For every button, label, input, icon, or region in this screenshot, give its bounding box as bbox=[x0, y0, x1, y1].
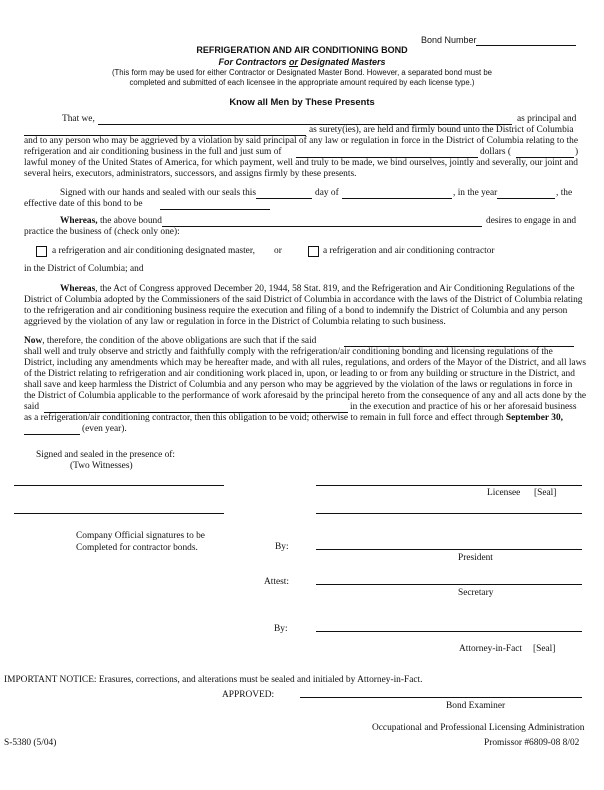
designated-master-checkbox[interactable] bbox=[36, 246, 47, 257]
said-label: said bbox=[24, 402, 40, 412]
bond-text-line: District, including any amendments which may be hereafter made, and with all rules, regulations, and orders of the Mayor of the District, and all laws bbox=[24, 358, 587, 368]
form-number: S-5380 (5/04) bbox=[4, 738, 57, 748]
licensee-signature-line[interactable] bbox=[316, 485, 582, 486]
bond-text-line: lawful money of the United States of America, for which payment, well and truly to be made, we bind ourselves, jointly and severally, our joint and bbox=[24, 158, 578, 168]
now-therefore-line: Now, therefore, the condition of the above obligations are such that if the said bbox=[24, 336, 317, 346]
sum-label: refrigeration and air conditioning business in the full and just sum of bbox=[24, 147, 282, 157]
day-field[interactable] bbox=[256, 198, 312, 199]
seal-label: [Seal] bbox=[533, 644, 556, 654]
by-label: By: bbox=[275, 542, 289, 552]
whereas-act-line: Whereas, the Act of Congress approved December 20, 1944, 58 Stat. 819, and the Refrigeration and Air Conditioning Regulations of the bbox=[60, 284, 575, 294]
that-we-label: That we, bbox=[62, 114, 95, 124]
secretary-signature-line[interactable] bbox=[316, 584, 582, 585]
or-label: or bbox=[274, 246, 282, 256]
practice-label: practice the business of (check only one): bbox=[24, 227, 180, 237]
licensee-second-line[interactable] bbox=[316, 513, 582, 514]
attorney-signature-line[interactable] bbox=[316, 631, 582, 632]
even-year-field[interactable] bbox=[24, 434, 80, 435]
as-principal-label: as principal and bbox=[517, 114, 577, 124]
licensee-label: Licensee bbox=[487, 488, 521, 498]
effective-date-label: effective date of this bond to be bbox=[24, 199, 143, 209]
contractor-option-label: a refrigeration and air conditioning contractor bbox=[323, 246, 495, 256]
through-date-line: as a refrigeration/air conditioning contractor, then this obligation to be void; otherwise to remain in full force and effect through September 30, bbox=[24, 413, 563, 423]
approval-signature-line[interactable] bbox=[300, 697, 582, 698]
form-subtitle: For Contractors or Designated Masters bbox=[218, 57, 386, 67]
bond-text-line: several heirs, executors, administrators, successors, and assigns firmly by these presents. bbox=[24, 169, 357, 179]
witness-2-signature-line[interactable] bbox=[14, 513, 224, 514]
day-of-label: day of bbox=[315, 188, 339, 198]
whereas-above-bound: Whereas, the above bound bbox=[60, 216, 162, 226]
effective-date-field[interactable] bbox=[160, 209, 270, 210]
attorney-in-fact-label: Attorney-in-Fact bbox=[459, 644, 523, 654]
month-field[interactable] bbox=[342, 198, 452, 199]
desires-label: desires to engage in and bbox=[486, 216, 577, 226]
bond-text-line: and to any person who may be aggrieved by a violation by said principal of any law or regulation in force in the District of Columbia relating to the bbox=[24, 136, 579, 146]
seal-label: [Seal] bbox=[534, 488, 557, 498]
bond-text-line: of the District relating to refrigeration and air conditioning work placed in, upon, or leading to or from any building or structure in the District, and bbox=[24, 369, 575, 379]
agency-name: Occupational and Professional Licensing Administration bbox=[372, 723, 585, 733]
designated-master-option-label: a refrigeration and air conditioning designated master, bbox=[52, 246, 255, 256]
in-the-year-label: , in the year bbox=[453, 188, 498, 198]
secretary-label: Secretary bbox=[458, 588, 494, 598]
witness-subheading: (Two Witnesses) bbox=[70, 461, 133, 471]
bond-number-label: Bond Number bbox=[421, 35, 477, 45]
year-field[interactable] bbox=[497, 198, 555, 199]
bond-text-line: shall well and truly observe and strictly and faithfully comply with the refrigeration/air conditioning bonding and licensing regulations of the bbox=[24, 347, 553, 357]
form-title: REFRIGERATION AND AIR CONDITIONING BOND bbox=[196, 45, 408, 55]
dollars-label: dollars ( bbox=[480, 147, 511, 157]
signed-with-label: Signed with our hands and sealed with our seals this bbox=[60, 188, 257, 198]
even-year-label: (even year). bbox=[82, 424, 127, 434]
promissor-number: Promissor #6809-08 8/02 bbox=[484, 738, 580, 748]
bond-text-line: aggrieved by the violation of any law or regulation in force in the District of Columbia relating to such business. bbox=[24, 317, 446, 327]
witness-1-signature-line[interactable] bbox=[14, 485, 224, 486]
bound-party-field[interactable] bbox=[162, 226, 482, 227]
attest-label: Attest: bbox=[264, 577, 289, 587]
bond-text-line: to the refrigeration and air conditioning business require the execution and filing of a bond to indemnify the District of Columbia and any person bbox=[24, 306, 568, 316]
by-label: By: bbox=[274, 624, 288, 634]
contractor-checkbox[interactable] bbox=[308, 246, 319, 257]
witness-heading: Signed and sealed in the presence of: bbox=[36, 450, 176, 460]
bond-text-line: shall save and keep harmless the District of Columbia and any person who may be aggrieved by the violation of the laws or regulations in force in bbox=[24, 380, 573, 390]
surety-text: as surety(ies), are held and firmly bound unto the District of Columbia bbox=[309, 125, 574, 135]
in-district-label: in the District of Columbia; and bbox=[24, 264, 144, 274]
president-signature-line[interactable] bbox=[316, 549, 582, 550]
the-label: , the bbox=[556, 188, 573, 198]
bond-text-line: the District of Columbia applicable to the performance of work aforesaid by the principal hereto from the consequence of any and all acts done by the bbox=[24, 391, 587, 401]
bond-text-line: District of Columbia adopted by the Commissioners of the said District of Columbia in accordance with the laws of the District of Columbia relating bbox=[24, 295, 583, 305]
important-notice: IMPORTANT NOTICE: Erasures, corrections, and alterations must be sealed and initialed by Attorney-in-Fact. bbox=[4, 675, 423, 685]
president-label: President bbox=[458, 553, 493, 563]
know-all-heading: Know all Men by These Presents bbox=[229, 96, 375, 107]
company-signature-note: Company Official signatures to be Completed for contractor bonds. bbox=[76, 531, 205, 553]
bond-text-line: in the execution and practice of his or her aforesaid business bbox=[350, 402, 577, 412]
approved-label: APPROVED: bbox=[222, 690, 275, 700]
form-usage-note: (This form may be used for either Contractor or Designated Master Bond. However, a separated bond must be completed and submitted of each licensee in the appropriate amount required by each license type.) bbox=[111, 68, 493, 87]
close-paren: ) bbox=[575, 147, 579, 157]
bond-examiner-label: Bond Examiner bbox=[446, 701, 506, 711]
